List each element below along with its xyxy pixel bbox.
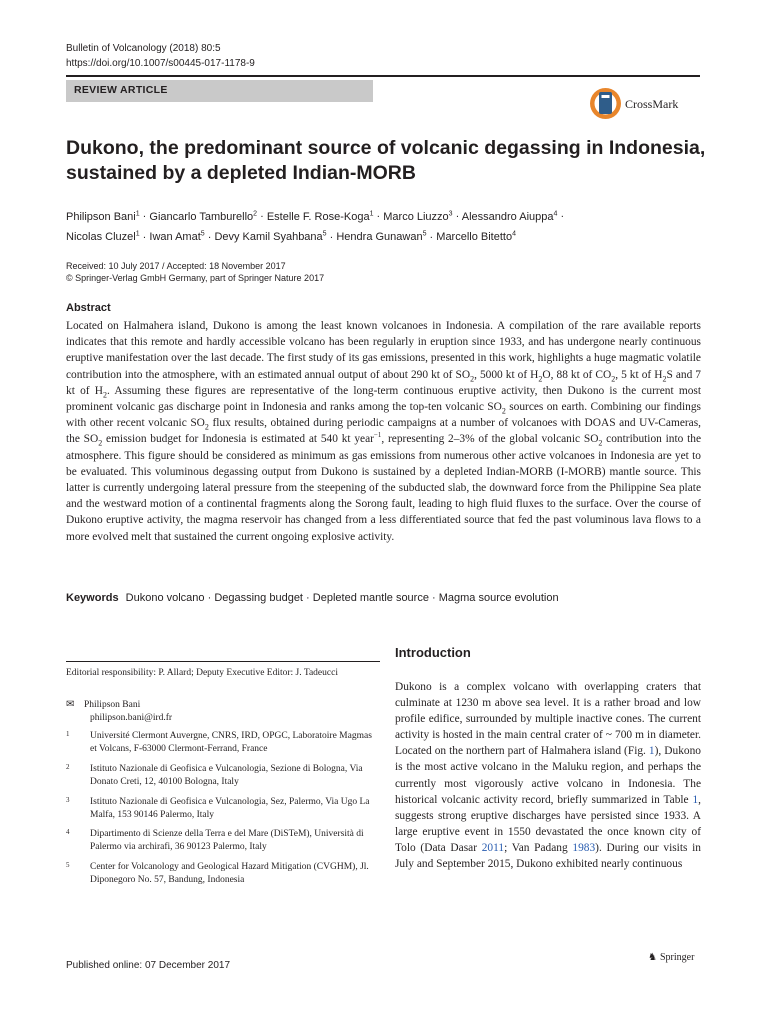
keyword[interactable]: Degassing budget: [214, 592, 303, 604]
figure-link[interactable]: 1: [648, 745, 655, 758]
keyword[interactable]: Dukono volcano: [125, 592, 205, 604]
journal-citation: Bulletin of Volcanology (2018) 80:5: [66, 43, 221, 54]
keywords-label: Keywords: [66, 592, 119, 604]
author-name[interactable]: Hendra Gunawan$^5$: [336, 230, 427, 244]
article-dates: [66, 260, 324, 284]
author-name[interactable]: Iwan Amat$^5$: [149, 230, 205, 244]
author-name[interactable]: Marcello Bitetto$^4$: [436, 230, 516, 244]
abstract-heading: Abstract: [66, 302, 111, 314]
author-list: Philipson Bani$^1$ · Giancarlo Tamburello$^2$ · Estelle F. Rose-Koga$^1$ · Marco Liuzzo$^3$ · Alessandro Aiuppa$^4$ · Nicolas Cluzel$^1$ · Iwan Amat$^5$ · Devy Kamil Syahbana$^5$ · Hendra Gunawan$^5$ · Marcello Bitetto$^4$: [66, 210, 565, 244]
copyright-line: © Springer-Verlag GmbH Germany, part of Springer Nature 2017: [66, 273, 325, 283]
reference-link[interactable]: 1983: [572, 841, 596, 854]
editorial-note: Editorial responsibility: P. Allard; Deputy Executive Editor: J. Tadeucci: [66, 668, 338, 678]
doi-link[interactable]: https://doi.org/10.1007/s00445-017-1178-9: [66, 58, 255, 69]
keyword[interactable]: Magma source evolution: [438, 592, 559, 604]
author-name[interactable]: Giancarlo Tamburello$^2$: [149, 210, 258, 223]
author-name[interactable]: Alessandro Aiuppa$^4$: [461, 210, 558, 223]
author-name[interactable]: Estelle F. Rose-Koga$^1$: [266, 210, 374, 223]
introduction-heading: Introduction: [395, 645, 471, 660]
introduction-body: Dukono is a complex volcano with overlapping craters that culminate at 1230 m above sea level. It is a rather broad and low profile edifice, surrounded by multiple inactive cones. The current activity is hosted in the main central crater of ~ 700 m in diameter. Located on the northern part of Halmahera island (Fig. 1), Dukono is the most active volcano in the Maluku region, and perhaps the currently most vigorously active volcano in Indonesia. The historical volcanic activity record, briefly summarized in Table 1, suggests strong eruptive discharges have persisted since 1933. A large eruptive event in 1550 devastated the once known city of Tolo (Data Dasar 2011; Van Padang 1983). During our visits in July and September 2015, Dukono exhibited nearly continuous: [395, 681, 702, 871]
publisher-name: Springer: [659, 952, 695, 963]
affiliation: 5 Center for Volcanology and Geological Hazard Mitigation (CVGHM), Jl. Diponegoro No. 57, Bandung, Indonesia: [66, 861, 369, 885]
contact-email[interactable]: philipson.bani@ird.fr: [90, 713, 173, 723]
published-date: Published online: 07 December 2017: [66, 960, 230, 971]
keyword[interactable]: Depleted mantle source: [312, 592, 429, 604]
received-accepted: Received: 10 July 2017 / Accepted: 18 November 2017: [66, 261, 286, 271]
author-name[interactable]: Devy Kamil Syahbana$^5$: [214, 230, 327, 244]
keywords: Keywords Dukono volcano · Degassing budget · Depleted mantle source · Magma source evolution: [66, 592, 559, 604]
affiliation: 3 Istituto Nazionale di Geofisica e Vulcanologia, Sez, Palermo, Via Ugo La Malfa, 153 90146 Palermo, Italy: [66, 796, 370, 820]
header-rule: [66, 75, 700, 77]
article-title: Dukono, the predominant source of volcanic degassing in Indonesia, sustained by a depleted Indian-MORB: [66, 137, 706, 184]
affiliation: 2 Istituto Nazionale di Geofisica e Vulcanologia, Sezione di Bologna, Via Donato Creti, 12, 40100 Bologna, Italy: [66, 763, 363, 787]
contact-name: Philipson Bani: [84, 700, 141, 710]
corresponding-author: [66, 698, 172, 725]
table-link[interactable]: 1: [692, 793, 699, 806]
article-type-band: [66, 80, 373, 102]
author-name[interactable]: Marco Liuzzo$^3$: [383, 210, 453, 223]
springer-horse-icon: ♞: [648, 952, 657, 963]
article-type-label: REVIEW ARTICLE: [74, 84, 168, 96]
crossmark-icon[interactable]: [589, 87, 622, 120]
author-name[interactable]: Nicolas Cluzel$^1$: [66, 230, 140, 244]
affiliation: 1 Université Clermont Auvergne, CNRS, IRD, OPGC, Laboratoire Magmas et Volcans, F-63000 Clermont-Ferrand, France: [66, 730, 372, 754]
author-name[interactable]: Philipson Bani$^1$: [66, 210, 140, 223]
crossmark-label[interactable]: CrossMark: [625, 97, 679, 111]
journal-header: [66, 41, 255, 71]
publisher-logo: [648, 952, 694, 963]
affiliation: 4 Dipartimento di Scienze della Terra e del Mare (DiSTeM), Università di Palermo via archirafi, 36 90123 Palermo, Italy: [66, 828, 364, 852]
envelope-icon: ✉: [66, 699, 75, 710]
abstract-body: Located on Halmahera island, Dukono is among the least known volcanoes in Indonesia. A compilation of the rare available reports indicates that this remote and hardly accessible volcano has been regularly in eruption since 1933, and has undergone nearly continuous eruptive manifestation over the last decade. The first study of its gas emissions, presented in this work, highlights a huge magmatic volatile contribution into the atmosphere, with an estimated annual output of about 290 kt of $SO_2$, 5000 kt of $H_2O$, 88 kt of $CO_2$, 5 kt of $H_2S$ and 7 kt of $H_2$. Assuming these figures are representative of the long-term continuous eruptive activity, then Dukono is the current most prominent volcanic gas discharge point in Indonesia and ranks among the top-ten volcanic $SO_2$ sources on earth. Combining our findings with other recent volcanic $SO_2$ flux results, obtained during periodic campaigns at a number of volcanoes with DOAS and UV-Cameras, the $SO_2$ emission budget for Indonesia is estimated at 540 kt year$^{-1}$, representing 2–3% of the global volcanic $SO_2$ contribution into the atmosphere. This figure should be considered as minimum as gas emissions from numerous other active volcanoes in Indonesia are yet to be evaluated. This voluminous degassing output from Dukono is sustained by a depleted Indian-MORB (I-MORB) mantle source. This latter is currently undergoing lateral pressure from the steepening of the subducted slab, the downward force from the Philippine Sea plate and the westward motion of a continental fragments along the Sorong fault, leading to high fluid fluxes to the surface. Over the course of Dukono eruptive activity, the magma reservoir has changed from a less differentiated source that fed the past voluminous lava flows to a more evolved melt that sustained the current ongoing explosive activity.: [66, 320, 702, 543]
footnote-rule: [66, 661, 380, 662]
reference-link[interactable]: 2011: [481, 841, 505, 854]
